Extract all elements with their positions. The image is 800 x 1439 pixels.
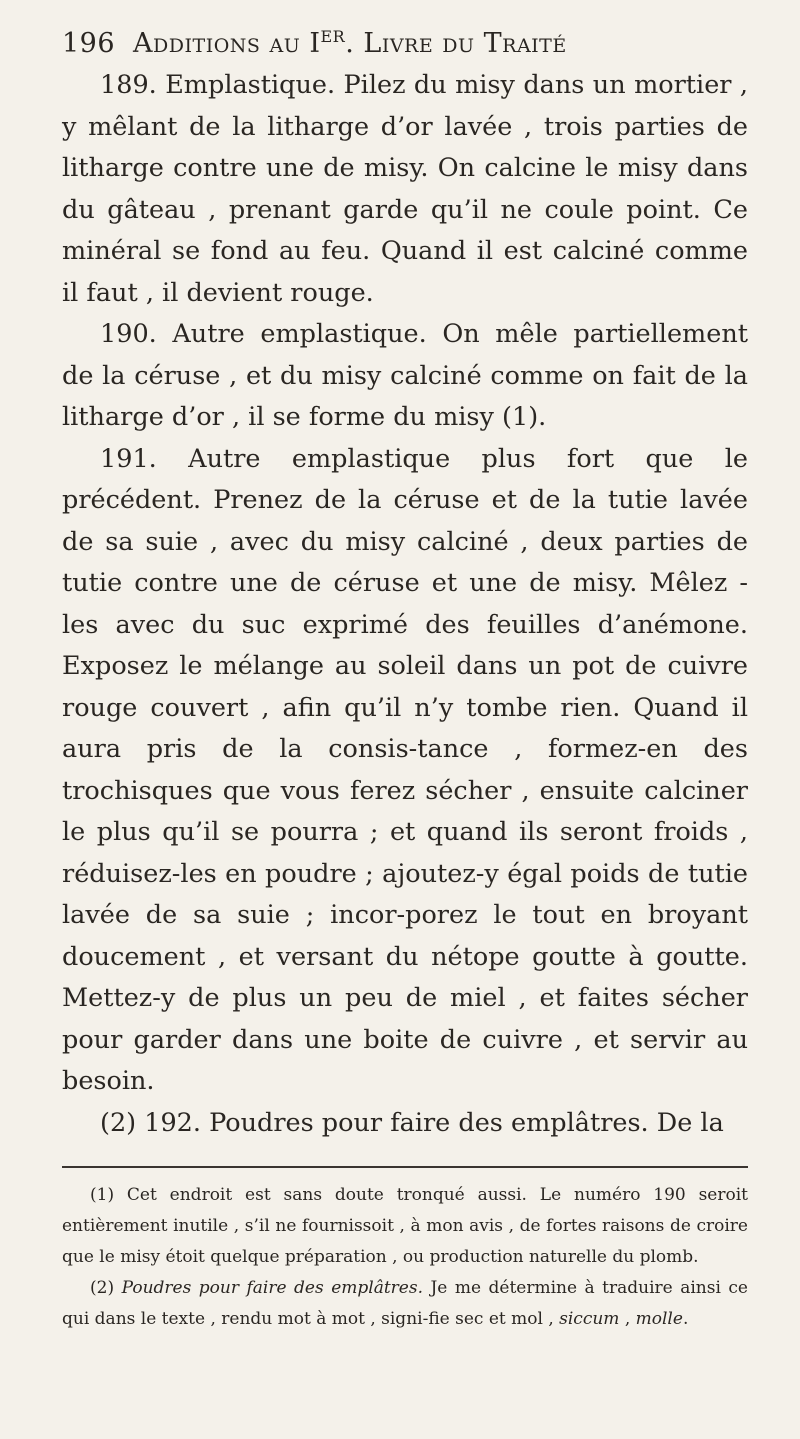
page-number: 196 — [62, 28, 116, 59]
main-text — [62, 65, 748, 1144]
footnote-2-title: Poudres pour faire des emplâtres. — [121, 1278, 423, 1298]
footnote-2-separator: , — [619, 1309, 636, 1329]
running-title-superscript: er — [320, 22, 346, 48]
running-title — [133, 22, 567, 59]
footnotes — [62, 1180, 748, 1335]
running-title-part1: Additions au I — [133, 28, 321, 59]
paragraph-191: 191. Autre emplastique plus fort que le précédent. Prenez de la céruse et de la tutie lavée de sa suie , avec du misy calciné , deux parties de tutie contre une de céruse et une de misy. Mêlez - les avec du suc exprimé des feuilles d’anémone. Exposez le mélange au soleil dans un pot de cuivre rouge couvert , afin qu’il n’y tombe rien. Quand il aura pris de la consis-tance , formez-en des trochisques que vous ferez sécher , ensuite calciner le plus qu’il se pourra ; et quand ils seront froids , réduisez-les en poudre ; ajoutez-y égal poids de tutie lavée de sa suie ; incor-porez le tout en broyant doucement , et versant du nétope goutte à goutte. Mettez-y de plus un peu de miel , et faites sécher pour garder dans une boite de cuivre , et servir au besoin. — [62, 443, 748, 1096]
footnote-2-marker: (2) — [90, 1278, 122, 1298]
footnote-2-text: Je me détermine à traduire ainsi ce qui dans le texte , rendu mot à mot , signi-fie sec et mol , — [62, 1278, 748, 1329]
running-head — [62, 18, 748, 61]
footnote-2 — [62, 1273, 748, 1335]
footnote-divider — [62, 1166, 748, 1168]
paragraph-189: 189. Emplastique. Pilez du misy dans un mortier , y mêlant de la litharge d’or lavée , trois parties de litharge contre une de misy. On calcine le misy dans du gâteau , prenant garde qu’il ne coule point. Ce minéral se fond au feu. Quand il est calciné comme il faut , il devient rouge. — [62, 70, 748, 308]
footnote-1: (1) Cet endroit est sans doute tronqué aussi. Le numéro 190 seroit entièrement inutile , s’il ne fournissoit , à mon avis , de fortes raisons de croire que le misy étoit quelque préparation , ou production naturelle du plomb. — [62, 1185, 748, 1267]
footnote-2-latin-molle: molle — [635, 1309, 683, 1329]
footnote-2-latin-siccum: siccum — [559, 1309, 620, 1329]
paragraph-192: (2) 192. Poudres pour faire des emplâtres. De la — [100, 1107, 724, 1138]
running-title-part2: . Livre du Traité — [345, 28, 567, 59]
footnote-2-end: . — [682, 1309, 689, 1329]
paragraph-190: 190. Autre emplastique. On mêle partiellement de la céruse , et du misy calciné comme on fait de la litharge d’or , il se forme du misy (1). — [62, 319, 748, 432]
